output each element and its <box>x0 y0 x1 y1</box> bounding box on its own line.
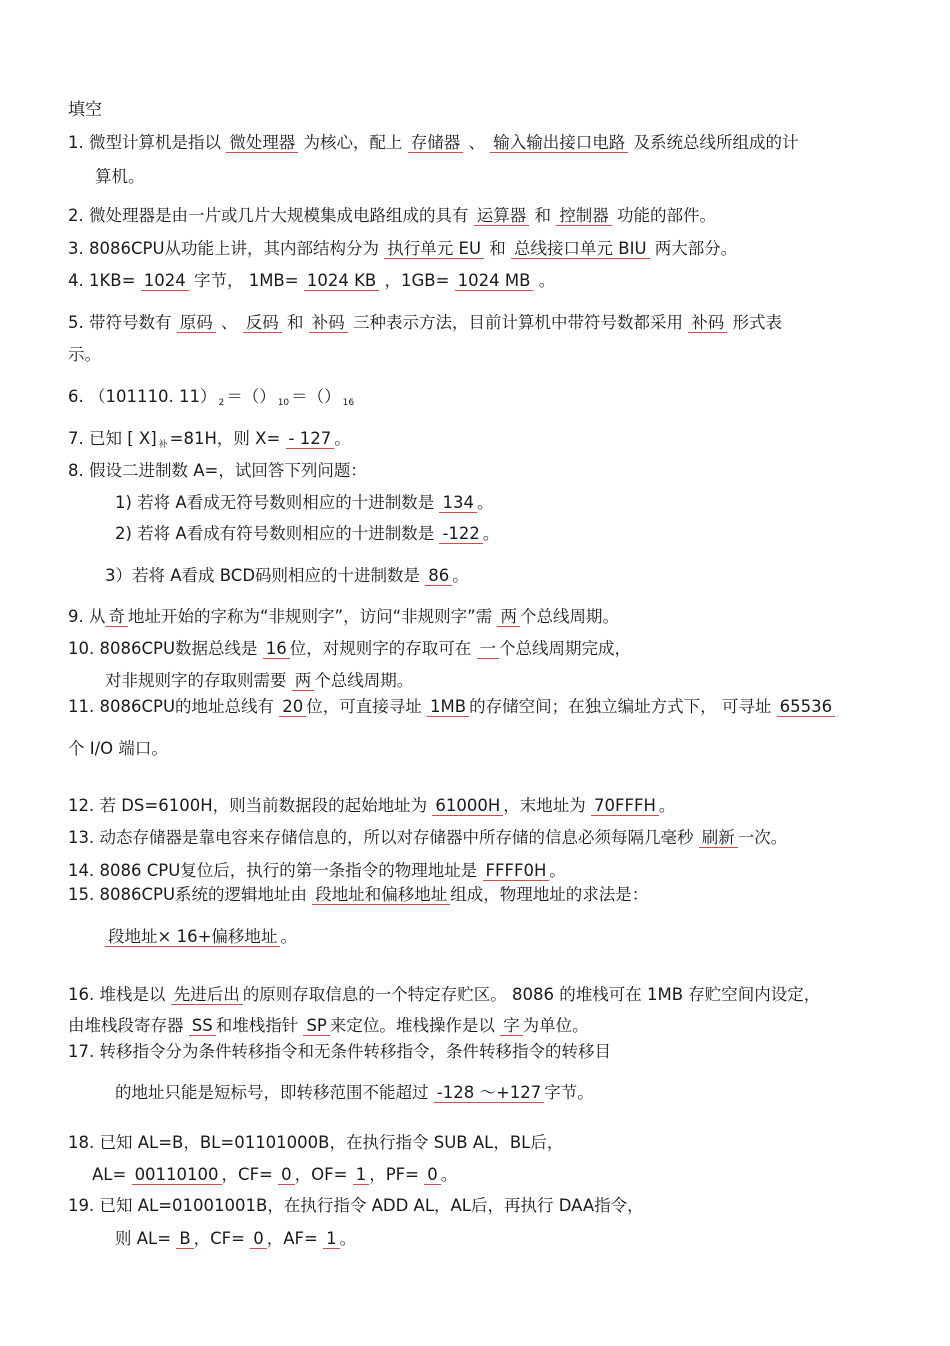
answer-blank: 20 <box>279 698 306 717</box>
answer-blank: 70FFFH <box>591 797 659 816</box>
question-8-sub-3: 3）若将 A看成 BCD码则相应的十进制数是 86 。 <box>105 566 469 585</box>
answer-blank: SS <box>189 1017 216 1036</box>
question-3: 3. 8086CPU从功能上讲，其内部结构分为 执行单元 EU 和 总线接口单元 BIU 两大部分。 <box>68 239 738 258</box>
answer-blank: 微处理器 <box>226 134 298 153</box>
answer-blank: 00110100 <box>132 1166 222 1185</box>
question-2: 2. 微处理器是由一片或几片大规模集成电路组成的具有 运算器 和 控制器 功能的部件。 <box>68 206 716 225</box>
answer-blank: 刷新 <box>699 829 738 848</box>
question-19-continued: 则 AL= B ，CF= 0 ，AF= 1 。 <box>115 1229 357 1248</box>
answer-blank: 0 <box>278 1166 295 1185</box>
question-7: 7. 已知 [ X] $_补$ =81H，则 X= - 127 。 <box>68 429 351 450</box>
question-15: 15. 8086CPU系统的逻辑地址由 段地址和偏移地址 组成，物理地址的求法是： <box>68 885 649 904</box>
answer-blank: -122 <box>439 525 482 544</box>
answer-blank: 执行单元 EU <box>384 240 484 259</box>
answer-blank: B <box>176 1230 193 1249</box>
answer-blank: 两 <box>497 608 520 627</box>
question-16: 16. 堆栈是以 先进后出 的原则存取信息的一个特定存贮区。 8086 的堆栈可在 1MB 存贮空间内设定， <box>68 985 821 1004</box>
question-11: 11. 8086CPU的地址总线有 20 位，可直接寻址 1MB 的存储空间；在独立编址方式下， 可寻址 65536 <box>68 696 835 718</box>
question-14: 14. 8086 CPU复位后，执行的第一条指令的物理地址是 FFFF0H 。 <box>68 861 566 880</box>
question-16-continued: 由堆栈段寄存器 SS 和堆栈指针 SP 来定位。堆栈操作是以 字 为单位。 <box>68 1016 589 1035</box>
question-11-continued: 个 I/O 端口。 <box>68 739 168 758</box>
question-9: 9. 从 奇 地址开始的字称为“非规则字”，访问“非规则字”需 两 个总线周期。 <box>68 607 619 626</box>
answer-blank: SP <box>303 1017 329 1036</box>
question-1-continued: 算机。 <box>95 167 145 186</box>
answer-blank: 1MB <box>427 698 469 717</box>
question-19: 19. 已知 AL=01001001B，在执行指令 ADD AL，AL后，再执行 DAA指令， <box>68 1196 644 1215</box>
answer-blank: 存储器 <box>408 134 464 153</box>
answer-blank: 1024 KB <box>304 272 379 291</box>
answer-blank: 1 <box>323 1230 340 1249</box>
answer-blank: 原码 <box>177 314 216 333</box>
question-6: 6. （101110. 11） $_2$ ＝（） $_{10}$ ＝（） $_{16}$ <box>68 387 355 408</box>
answer-blank: 输入输出接口电路 <box>490 134 628 153</box>
question-13: 13. 动态存储器是靠电容来存储信息的，所以对存储器中所存储的信息必须每隔几毫秒 刷新 一次。 <box>68 828 788 847</box>
answer-blank: 0 <box>424 1166 441 1185</box>
question-4: 4. 1KB= 1024 字节， 1MB= 1024 KB ，1GB= 1024 MB 。 <box>68 271 556 290</box>
answer-blank: 补码 <box>688 314 727 333</box>
question-8-sub-1: 1) 若将 A看成无符号数则相应的十进制数是 134 。 <box>115 493 494 512</box>
answer-blank: - 127 <box>286 430 335 449</box>
question-17: 17. 转移指令分为条件转移指令和无条件转移指令，条件转移指令的转移目 <box>68 1042 611 1061</box>
answer-blank: 反码 <box>243 314 282 333</box>
answer-blank: 段地址× 16+偏移地址 <box>105 928 280 947</box>
answer-blank: 134 <box>439 494 477 513</box>
question-5: 5. 带符号数有 原码 、 反码 和 补码 三种表示方法，目前计算机中带符号数都采用 补码 形式表 <box>68 313 782 332</box>
question-8: 8. 假设二进制数 A=，试回答下列问题： <box>68 461 367 480</box>
answer-blank: 1024 MB <box>455 272 534 291</box>
answer-blank: 61000H <box>432 797 503 816</box>
question-18-continued: AL= 00110100 ，CF= 0 ，OF= 1 ，PF= 0 。 <box>92 1165 458 1184</box>
question-1: 1. 微型计算机是指以 微处理器 为核心，配上 存储器 、 输入输出接口电路 及系统总线所组成的计 <box>68 133 799 152</box>
answer-blank: 运算器 <box>474 207 530 226</box>
answer-blank: 0 <box>250 1230 267 1249</box>
question-5-continued: 示。 <box>68 345 101 364</box>
answer-blank: 1 <box>353 1166 370 1185</box>
question-17-continued: 的地址只能是短标号，即转移范围不能超过 -128 ～+127 字节。 <box>115 1083 594 1102</box>
answer-blank: 总线接口单元 BIU <box>511 240 650 259</box>
answer-blank: 补码 <box>309 314 348 333</box>
answer-blank: FFFF0H <box>483 862 550 881</box>
question-10-continued: 对非规则字的存取则需要 两 个总线周期。 <box>105 671 414 690</box>
question-10: 10. 8086CPU数据总线是 16 位，对规则字的存取可在 一 个总线周期完成， <box>68 639 632 658</box>
answer-blank: 控制器 <box>556 207 612 226</box>
question-12: 12. 若 DS=6100H，则当前数据段的起始地址为 61000H ，末地址为 70FFFH 。 <box>68 796 676 815</box>
page-title: 填空 <box>68 100 102 120</box>
answer-blank: 先进后出 <box>171 986 243 1005</box>
answer-blank: 1024 <box>141 272 189 291</box>
answer-blank: -128 ～+127 <box>434 1084 545 1103</box>
answer-blank: 16 <box>263 640 290 659</box>
answer-blank: 86 <box>425 567 452 586</box>
answer-blank: 奇 <box>106 608 129 627</box>
question-15-continued: 段地址× 16+偏移地址 。 <box>105 926 297 948</box>
answer-blank: 字 <box>500 1017 523 1036</box>
answer-blank: 段地址和偏移地址 <box>312 886 450 905</box>
answer-blank: 一 <box>477 640 500 659</box>
answer-blank: 两 <box>292 672 315 691</box>
answer-blank: 65536 <box>777 698 836 717</box>
question-8-sub-2: 2) 若将 A看成有符号数则相应的十进制数是 -122 。 <box>115 524 500 543</box>
question-18: 18. 已知 AL=B，BL=01101000B，在执行指令 SUB AL，BL后， <box>68 1133 564 1152</box>
